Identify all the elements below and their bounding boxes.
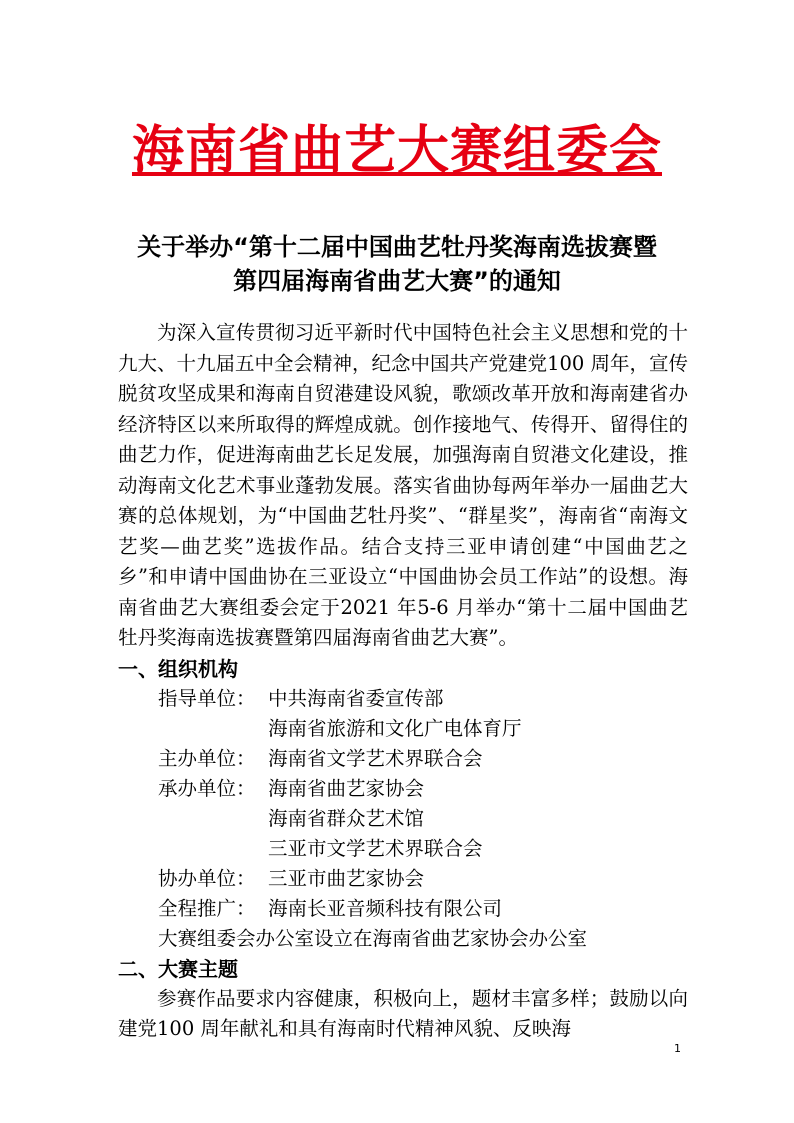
org-row xyxy=(118,864,688,894)
org-row-value: 海南省群众艺术馆 xyxy=(268,806,425,830)
org-row-label: 主办单位： xyxy=(158,746,256,770)
document-title-line-2: 第四届海南省曲艺大赛”的通知 xyxy=(233,267,561,295)
org-row-value: 海南省曲艺家协会 xyxy=(268,776,425,800)
document-body xyxy=(118,318,688,1045)
org-row-value: 海南省旅游和文化广电体育厅 xyxy=(268,716,522,740)
org-row xyxy=(118,714,688,744)
org-row xyxy=(118,744,688,774)
org-row-label: 承办单位： xyxy=(158,776,256,800)
intro-paragraph: 为深入宣传贯彻习近平新时代中国特色社会主义思想和党的十九大、十九届五中全会精神，纪念中国共产党建党100 周年，宣传脱贫攻坚成果和海南自贸港建设风貌，歌颂改革开放和海南建省办经济特区以来所取得的辉煌成就。创作接地气、传得开、留得住的曲艺力作，促进海南曲艺长足发展，加强海南自贸港文化建设，推动海南文化艺术事业蓬勃发展。落实省曲协每两年举办一届曲艺大赛的总体规划，为“中国曲艺牡丹奖”、“群星奖”，海南省“南海文艺奖—曲艺奖”选拔作品。结合支持三亚申请创建“中国曲艺之乡”和申请中国曲协在三亚设立“中国曲协会员工作站”的设想。海南省曲艺大赛组委会定于2021 年5-6 月举办“第十二届中国曲艺牡丹奖海南选拔赛暨第四届海南省曲艺大赛”。 xyxy=(118,321,688,649)
organization-list xyxy=(118,684,688,954)
org-row-value: 海南长亚音频科技有限公司 xyxy=(268,896,503,920)
org-row-label: 指导单位： xyxy=(158,686,256,710)
org-row xyxy=(118,804,688,834)
org-row-value: 海南省文学艺术界联合会 xyxy=(268,746,483,770)
org-row xyxy=(118,774,688,804)
org-title-text: 海南省曲艺大赛组委会 xyxy=(131,121,662,181)
org-row-label: 全程推广： xyxy=(158,896,256,920)
page-number: 1 xyxy=(674,1042,681,1055)
org-row-label: 协办单位： xyxy=(158,866,256,890)
document-title xyxy=(60,230,734,298)
org-row-value: 三亚市曲艺家协会 xyxy=(268,866,425,890)
office-note: 大赛组委会办公室设立在海南省曲艺家协会办公室 xyxy=(158,926,588,950)
theme-paragraph: 参赛作品要求内容健康，积极向上，题材丰富多样；鼓励以向建党100 周年献礼和具有海南时代精神风貌、反映海 xyxy=(118,986,688,1040)
section-heading-organization: 一、组织机构 xyxy=(118,656,238,681)
section-heading-theme: 二、大赛主题 xyxy=(118,956,238,981)
document-title-line-1: 关于举办“第十二届中国曲艺牡丹奖海南选拔赛暨 xyxy=(137,233,657,261)
org-row xyxy=(118,834,688,864)
org-row xyxy=(118,684,688,714)
org-row xyxy=(118,894,688,924)
org-row-value: 中共海南省委宣传部 xyxy=(268,686,444,710)
org-row-value: 三亚市文学艺术界联合会 xyxy=(268,836,483,860)
org-title xyxy=(0,108,794,183)
